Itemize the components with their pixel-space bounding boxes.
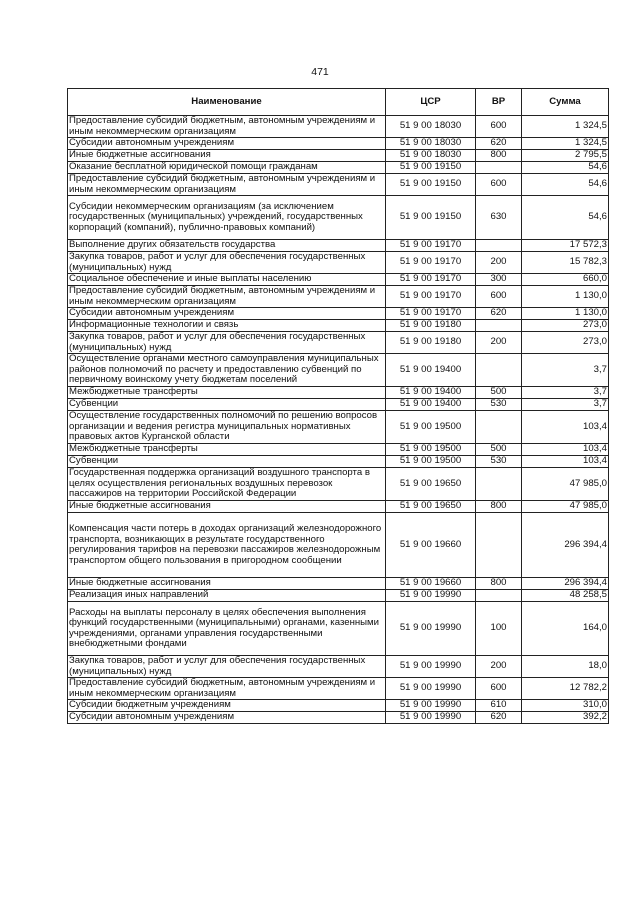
page-number: 471 [311,66,329,78]
row-vr-cell: 200 [476,252,522,274]
row-vr-cell: 600 [476,116,522,138]
row-csr-cell: 51 9 00 19990 [386,602,476,656]
row-csr-cell: 51 9 00 19990 [386,656,476,678]
row-vr-cell: 800 [476,501,522,513]
row-sum-cell: 54,6 [522,162,609,174]
row-sum-cell: 48 258,5 [522,590,609,602]
table-row [68,274,609,286]
row-name-cell: Расходы на выплаты персоналу в целях обеспечения выполнения функций государственными (муниципальными) органами, казенными учреждениями, органами управления государственными внебюджетными фондами [68,602,386,656]
row-vr-cell [476,162,522,174]
row-vr-cell: 530 [476,399,522,411]
table-row [68,138,609,150]
row-vr-cell: 800 [476,150,522,162]
row-name-cell: Субсидии некоммерческим организациям (за исключением государственных (муниципальных) учреждений, государственных корпораций (компаний), публично-правовых компаний) [68,196,386,240]
table-header-row [68,89,609,116]
budget-table [67,88,609,724]
row-vr-cell: 600 [476,286,522,308]
row-vr-cell: 800 [476,578,522,590]
row-csr-cell: 51 9 00 19170 [386,286,476,308]
row-csr-cell: 51 9 00 19170 [386,252,476,274]
row-vr-cell: 620 [476,712,522,724]
table-row [68,602,609,656]
row-csr-cell: 51 9 00 19660 [386,513,476,578]
table-row [68,712,609,724]
row-name-cell: Иные бюджетные ассигнования [68,578,386,590]
row-name-cell: Субсидии автономным учреждениям [68,712,386,724]
row-csr-cell: 51 9 00 19150 [386,162,476,174]
row-sum-cell: 103,4 [522,444,609,456]
table-row [68,456,609,468]
row-name-cell: Осуществление органами местного самоуправления муниципальных районов полномочий по расчету и предоставлению субвенций по первичному воинскому учету бюджетам поселений [68,354,386,387]
row-csr-cell: 51 9 00 19990 [386,678,476,700]
row-name-cell: Субсидии автономным учреждениям [68,138,386,150]
row-vr-cell: 200 [476,656,522,678]
row-sum-cell: 54,6 [522,196,609,240]
table-row [68,578,609,590]
table-row [68,308,609,320]
row-csr-cell: 51 9 00 18030 [386,138,476,150]
row-csr-cell: 51 9 00 19150 [386,174,476,196]
row-vr-cell: 610 [476,700,522,712]
row-vr-cell [476,354,522,387]
row-vr-cell: 530 [476,456,522,468]
header-csr: ЦСР [386,89,476,116]
row-name-cell: Иные бюджетные ассигнования [68,501,386,513]
row-csr-cell: 51 9 00 19500 [386,444,476,456]
table-row [68,590,609,602]
row-sum-cell: 1 324,5 [522,116,609,138]
row-sum-cell: 47 985,0 [522,501,609,513]
row-vr-cell [476,320,522,332]
table-row [68,332,609,354]
row-sum-cell: 47 985,0 [522,468,609,501]
row-name-cell: Выполнение других обязательств государства [68,240,386,252]
row-sum-cell: 296 394,4 [522,513,609,578]
row-csr-cell: 51 9 00 18030 [386,150,476,162]
row-sum-cell: 273,0 [522,332,609,354]
table-row [68,411,609,444]
row-sum-cell: 1 324,5 [522,138,609,150]
row-vr-cell: 620 [476,138,522,150]
row-name-cell: Межбюджетные трансферты [68,444,386,456]
table-row [68,286,609,308]
row-csr-cell: 51 9 00 19180 [386,332,476,354]
row-name-cell: Осуществление государственных полномочий по решению вопросов организации и ведения регистра муниципальных нормативных правовых актов Курганской области [68,411,386,444]
row-name-cell: Закупка товаров, работ и услуг для обеспечения государственных (муниципальных) нужд [68,656,386,678]
table-row [68,387,609,399]
row-vr-cell [476,411,522,444]
row-vr-cell [476,240,522,252]
table-row [68,196,609,240]
row-name-cell: Информационные технологии и связь [68,320,386,332]
row-csr-cell: 51 9 00 19650 [386,468,476,501]
row-sum-cell: 2 795,5 [522,150,609,162]
row-sum-cell: 18,0 [522,656,609,678]
row-csr-cell: 51 9 00 19170 [386,308,476,320]
row-name-cell: Межбюджетные трансферты [68,387,386,399]
row-csr-cell: 51 9 00 19170 [386,240,476,252]
table-body [68,116,609,724]
row-name-cell: Оказание бесплатной юридической помощи гражданам [68,162,386,174]
header-name: Наименование [68,89,386,116]
row-sum-cell: 3,7 [522,387,609,399]
row-name-cell: Предоставление субсидий бюджетным, автономным учреждениям и иным некоммерческим организациям [68,116,386,138]
row-csr-cell: 51 9 00 18030 [386,116,476,138]
row-csr-cell: 51 9 00 19400 [386,387,476,399]
table-row [68,354,609,387]
row-csr-cell: 51 9 00 19650 [386,501,476,513]
row-name-cell: Предоставление субсидий бюджетным, автономным учреждениям и иным некоммерческим организациям [68,678,386,700]
row-sum-cell: 3,7 [522,399,609,411]
row-sum-cell: 1 130,0 [522,286,609,308]
row-sum-cell: 1 130,0 [522,308,609,320]
row-csr-cell: 51 9 00 19660 [386,578,476,590]
row-sum-cell: 103,4 [522,456,609,468]
row-csr-cell: 51 9 00 19400 [386,354,476,387]
row-name-cell: Социальное обеспечение и иные выплаты населению [68,274,386,286]
row-csr-cell: 51 9 00 19990 [386,700,476,712]
row-csr-cell: 51 9 00 19500 [386,411,476,444]
table-row [68,468,609,501]
table-row [68,700,609,712]
table-row [68,656,609,678]
row-vr-cell [476,590,522,602]
row-name-cell: Предоставление субсидий бюджетным, автономным учреждениям и иным некоммерческим организациям [68,174,386,196]
row-sum-cell: 392,2 [522,712,609,724]
header-sum: Сумма [522,89,609,116]
row-name-cell: Государственная поддержка организаций воздушного транспорта в целях осуществления региональных воздушных перевозок пассажиров на территории Российской Федерации [68,468,386,501]
row-vr-cell: 200 [476,332,522,354]
row-vr-cell: 600 [476,174,522,196]
row-sum-cell: 103,4 [522,411,609,444]
row-sum-cell: 296 394,4 [522,578,609,590]
row-name-cell: Реализация иных направлений [68,590,386,602]
row-name-cell: Закупка товаров, работ и услуг для обеспечения государственных (муниципальных) нужд [68,332,386,354]
row-vr-cell: 300 [476,274,522,286]
row-vr-cell: 100 [476,602,522,656]
table-row [68,162,609,174]
row-vr-cell: 500 [476,387,522,399]
row-name-cell: Субвенции [68,456,386,468]
row-sum-cell: 310,0 [522,700,609,712]
row-name-cell: Субсидии автономным учреждениям [68,308,386,320]
table-row [68,174,609,196]
table-row [68,678,609,700]
row-vr-cell: 620 [476,308,522,320]
table-row [68,116,609,138]
table-row [68,150,609,162]
row-csr-cell: 51 9 00 19170 [386,274,476,286]
table-row [68,399,609,411]
row-name-cell: Субсидии бюджетным учреждениям [68,700,386,712]
row-name-cell: Компенсация части потерь в доходах организаций железнодорожного транспорта, возникающих в результате государственного регулирования тарифов на перевозки пассажиров железнодорожным транспортом общего пользования в пригородном сообщении [68,513,386,578]
table-row [68,513,609,578]
row-csr-cell: 51 9 00 19990 [386,712,476,724]
header-vr: ВР [476,89,522,116]
row-sum-cell: 660,0 [522,274,609,286]
row-vr-cell [476,468,522,501]
row-csr-cell: 51 9 00 19180 [386,320,476,332]
row-sum-cell: 3,7 [522,354,609,387]
table-row [68,240,609,252]
row-vr-cell: 630 [476,196,522,240]
row-vr-cell: 500 [476,444,522,456]
table-row [68,444,609,456]
row-csr-cell: 51 9 00 19500 [386,456,476,468]
row-name-cell: Закупка товаров, работ и услуг для обеспечения государственных (муниципальных) нужд [68,252,386,274]
row-sum-cell: 15 782,3 [522,252,609,274]
row-sum-cell: 273,0 [522,320,609,332]
row-sum-cell: 17 572,3 [522,240,609,252]
row-csr-cell: 51 9 00 19400 [386,399,476,411]
row-csr-cell: 51 9 00 19150 [386,196,476,240]
row-vr-cell: 600 [476,678,522,700]
row-name-cell: Иные бюджетные ассигнования [68,150,386,162]
row-vr-cell [476,513,522,578]
row-sum-cell: 164,0 [522,602,609,656]
row-csr-cell: 51 9 00 19990 [386,590,476,602]
row-sum-cell: 12 782,2 [522,678,609,700]
table-row [68,320,609,332]
table-row [68,252,609,274]
table-row [68,501,609,513]
row-sum-cell: 54,6 [522,174,609,196]
row-name-cell: Субвенции [68,399,386,411]
row-name-cell: Предоставление субсидий бюджетным, автономным учреждениям и иным некоммерческим организациям [68,286,386,308]
